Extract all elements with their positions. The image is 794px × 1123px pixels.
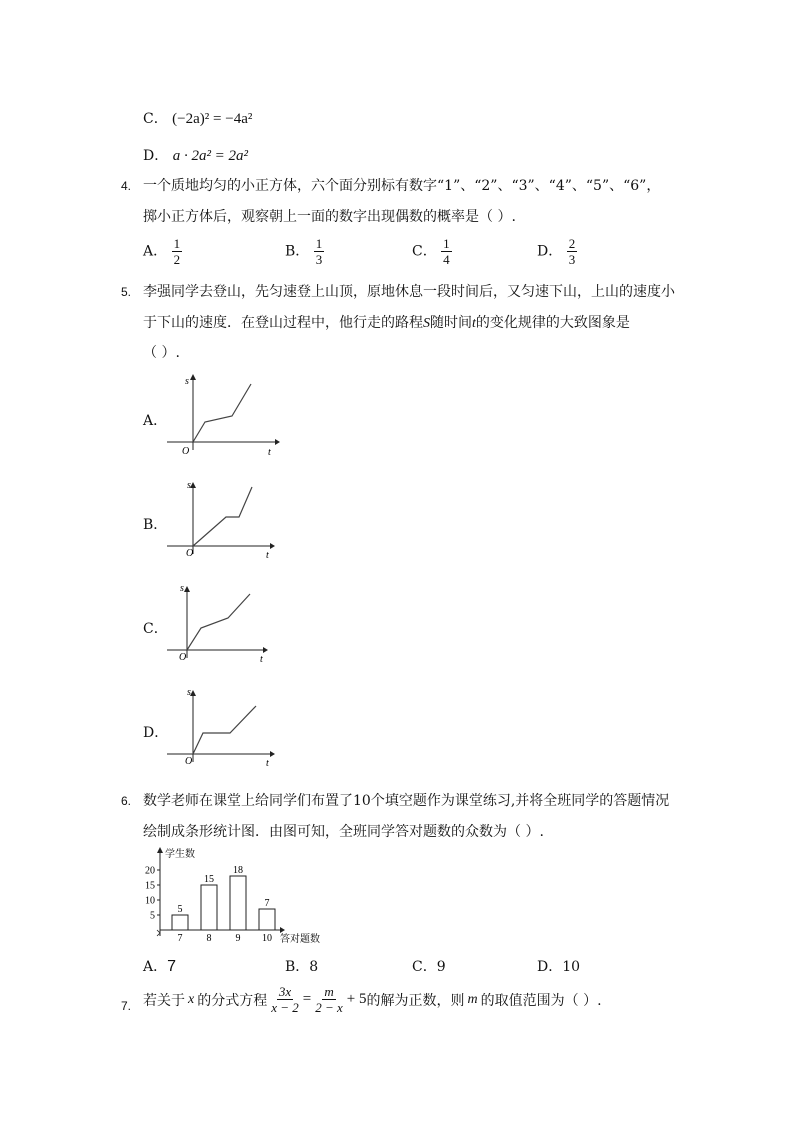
q6-option-c-label: C． [412,959,437,975]
q6-text-line2: 绘制成条形统计图．由图可知，全班同学答对题数的众数为（ ）. [143,824,544,840]
chart-bar [230,876,246,930]
y-label: s [187,687,191,698]
q4-option-a-fraction [172,236,183,267]
chart-bar-value-label: 7 [264,898,270,909]
denominator: 3 [315,252,323,267]
q7-text-part4: 的取值范围为（ ）. [480,992,602,1009]
q5-text-line3: （ ）. [143,345,180,361]
x-axis-arrow [275,439,280,445]
q5-line2-part3: 的变化规律的大致图象是 [475,315,630,331]
q7-text-part3: 的解为正数，则 [366,992,465,1009]
graph-line [193,487,252,546]
q3-option-d-label: D． [143,148,169,164]
q5-option-a-label: A． [143,413,168,429]
chart-x-tick-label: 9 [235,933,241,944]
q5-text-line2 [143,312,630,332]
q7-plus-five: + 5 [346,991,367,1007]
denominator: 2 − x [315,1000,343,1015]
q4-option-a [143,236,182,267]
chart-bar-value-label: 5 [177,904,183,915]
q5-option-d-label: D． [143,725,169,741]
q6-option-b-label: B． [285,959,310,975]
x-axis-arrow [270,751,275,757]
q6-option-c [412,956,446,976]
x-label: t [266,550,269,561]
numerator: 1 [315,236,323,251]
chart-bar-value-label: 15 [204,874,214,885]
q6-option-d [537,956,580,976]
q6-bar-chart [140,844,340,950]
q5-option-d-graph [160,682,280,770]
q5-text-line1: 李强同学去登山，先匀速登上山顶，原地休息一段时间后，又匀速下山，上山的速度小 [143,284,675,300]
y-label: s [180,583,184,594]
y-label: s [185,376,189,387]
q7-text [143,984,602,1015]
denominator: 3 [568,252,576,267]
origin-label: O [186,548,194,559]
q4-option-b-fraction [314,236,325,267]
x-label: t [266,758,269,769]
chart-y-tick-label: 10 [145,895,155,907]
q7-text-part1: 若关于 [143,992,185,1009]
q5-line2-part1: 于下山的速度．在登山过程中，他行走的路程 [143,315,423,331]
q5-option-c-graph [160,578,280,666]
q7-text-part2: 的分式方程 [197,992,268,1009]
origin-label: O [185,756,193,767]
x-axis-arrow [270,543,275,549]
chart-y-tick-label: 20 [145,865,155,877]
q7-fraction-1 [271,984,299,1015]
chart-bar-value-label: 18 [233,865,243,876]
numerator: 3x [278,984,292,999]
q5-var-s: S [423,316,430,331]
numerator: 1 [443,236,450,251]
q3-option-c-label: C． [143,111,168,127]
q4-option-d-label: D． [537,243,563,260]
graph-line [193,706,256,754]
q5-option-b-graph [160,474,280,562]
origin-label: O [179,652,187,663]
q4-number: 4. [121,179,132,193]
numerator: 1 [173,236,181,251]
q6-text-line1: 数学老师在课堂上给同学们布置了10个填空题作为课堂练习,并将全班同学的答题情况 [143,793,670,809]
graph-line [193,384,251,442]
origin-label: O [182,446,190,457]
q5-option-c-label: C． [143,621,168,637]
chart-bar [201,885,217,930]
q5-option-b-label: B． [143,517,168,533]
chart-bar [259,909,275,930]
chart-y-axis-arrow [157,847,163,853]
chart-y-label: 学生数 [165,849,195,860]
chart-bar [172,915,188,930]
denominator: x − 2 [271,1000,299,1015]
q4-text-line2: 掷小正方体后，观察朝上一面的数字出现偶数的概率是（ ）. [143,209,516,225]
q4-option-c-label: C． [412,243,437,260]
x-label: t [268,447,271,458]
denominator: 4 [443,252,450,267]
q4-option-c-fraction [441,236,452,267]
denominator: 2 [173,252,181,267]
graph-line [187,594,250,650]
y-axis-arrow [190,374,196,380]
chart-y-tick-label: 15 [145,880,155,892]
x-label: t [260,654,263,665]
q5-line2-part2: 随时间 [430,315,472,331]
q5-number: 5. [121,285,132,299]
q6-option-a-value: 7 [167,958,177,975]
y-axis-arrow [184,586,190,592]
numerator: 2 [568,236,576,251]
q5-option-a-graph [160,370,280,458]
q6-option-a [143,956,176,976]
q7-number: 7. [121,999,132,1013]
q4-option-c [412,236,452,267]
q4-option-d-fraction [567,236,578,267]
q4-option-b-label: B． [285,243,310,260]
chart-x-tick-label: 7 [177,933,183,944]
chart-x-label: 答对题数 [280,934,320,945]
q3-option-c-expr: (−2a)² = −4a² [172,111,253,127]
chart-x-tick-label: 8 [206,933,212,944]
q6-option-d-label: D． [537,959,563,975]
numerator: m [324,984,334,999]
q6-option-c-value: 9 [436,959,446,975]
q7-var-x: x [188,991,195,1007]
x-axis-arrow [263,647,268,653]
q4-option-d [537,236,577,267]
q4-text-line1: 一个质地均匀的小正方体，六个面分别标有数字“1”、“2”、“3”、“4”、“5”、“6”， [143,178,661,194]
q6-option-b-value: 8 [309,959,319,975]
q3-option-d-expr: a · 2a² = 2a² [172,148,249,164]
q7-equals: = [302,991,312,1007]
q4-option-b [285,236,324,267]
chart-x-axis-arrow [280,927,285,933]
q5-var-t: t [472,316,476,331]
q7-var-m: m [467,991,478,1007]
q6-option-d-value: 10 [562,959,581,975]
y-label: s [187,480,191,491]
q6-option-a-label: A． [143,959,168,975]
chart-x-tick-label: 10 [262,933,272,944]
q4-option-a-label: A． [143,243,168,260]
q6-option-b [285,956,318,976]
q3-option-c [143,108,252,128]
q7-fraction-2 [315,984,343,1015]
chart-y-tick-label: 5 [150,910,155,922]
q6-number: 6. [121,794,132,808]
q3-option-d [143,145,248,165]
